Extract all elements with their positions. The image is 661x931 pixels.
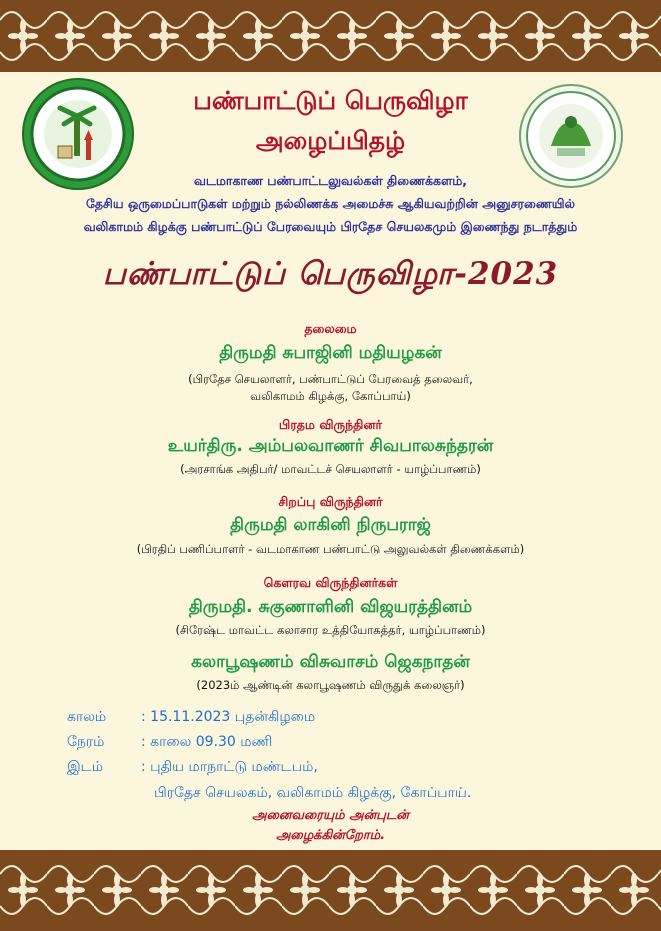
guest-name: திருமதி லாகினி நிருபராஜ்: [230, 515, 431, 535]
guest-desc: (சிரேஷ்ட மாவட்ட கலாசார உத்தியோகத்தர், யாழ்ப்பாணம்): [175, 623, 486, 637]
guest-role: கௌரவ விருந்தினர்கள்: [263, 575, 398, 590]
venue-value: : புதிய மாநாட்டு மண்டபம்,: [141, 759, 318, 775]
guest-desc: (பிரதிப் பணிப்பாளர் - வடமாகாண பண்பாட்டு அலுவல்கள் திணைக்களம்): [136, 542, 525, 556]
guest-name: திருமதி சுபாஜினி மதியழகன்: [219, 343, 442, 363]
guest-desc: (2023ம் ஆண்டின் கலாபூஷணம் விருதுக் கலைஞர்): [196, 678, 465, 692]
guest-role: சிறப்பு விருந்தினர்: [278, 494, 383, 509]
date-row: [67, 709, 315, 727]
guest-name: உயர்திரு. அம்பலவாணர் சிவபாலசுந்தரன்: [167, 436, 494, 456]
organizer-line-2: தேசிய ஒருமைப்பாடுகள் மற்றும் நல்லிணக்க அமைச்சு ஆகியவற்றின் அனுசரணையில்: [86, 196, 575, 211]
guest-desc: (அரசாங்க அதிபர்/ மாவட்டச் செயலாளர் - யாழ்ப்பாணம்): [180, 462, 481, 476]
time-row: [67, 734, 272, 752]
venue-row: [67, 759, 318, 777]
date-label: காலம்: [67, 709, 107, 725]
floral-pattern-icon: [0, 850, 661, 931]
bottom-decorative-border: [0, 850, 661, 931]
guest-name: கலாபூஷணம் விசுவாசம் ஜெகநாதன்: [191, 652, 470, 672]
festival-title: பண்பாட்டுப் பெருவிழா-2023: [102, 256, 559, 292]
top-decorative-border: [0, 0, 661, 72]
time-value: : காலை 09.30 மணி: [141, 734, 273, 750]
guest-name: திருமதி. சுகுணாளினி விஜயரத்தினம்: [188, 597, 473, 617]
guest-desc: வலிகாமம் கிழக்கு, கோப்பாய்): [250, 389, 411, 403]
date-value: : 15.11.2023 புதன்கிழமை: [141, 709, 316, 725]
organizer-line-3: வலிகாமம் கிழக்கு பண்பாட்டுப் பேரவையும் பிரதேச செயலகமும் இணைந்து நடாத்தும்: [83, 219, 578, 234]
closing-line-1: அனைவரையும் அன்புடன்: [252, 808, 409, 823]
venue-label: இடம்: [67, 759, 104, 775]
venue-value-2: பிரதேச செயலகம், வலிகாமம் கிழக்கு, கோப்பாய்.: [154, 785, 472, 801]
guest-desc: (பிரதேச செயலாளர், பண்பாட்டுப் பேரவைத் தலைவர்,: [188, 372, 473, 386]
invitation-title: பண்பாட்டுப் பெருவிழா: [193, 86, 468, 115]
guest-role: பிரதம விருந்தினர்: [278, 417, 383, 432]
invitation-subtitle: அழைப்பிதழ்: [255, 126, 406, 155]
guest-role: தலைமை: [304, 321, 357, 336]
time-label: நேரம்: [67, 734, 105, 750]
closing-line-2: அழைக்கின்றோம்.: [275, 828, 386, 843]
floral-pattern-icon: [0, 0, 661, 72]
organizer-line-1: வடமாகாண பண்பாட்டலுவல்கள் திணைக்களம்,: [193, 173, 468, 188]
